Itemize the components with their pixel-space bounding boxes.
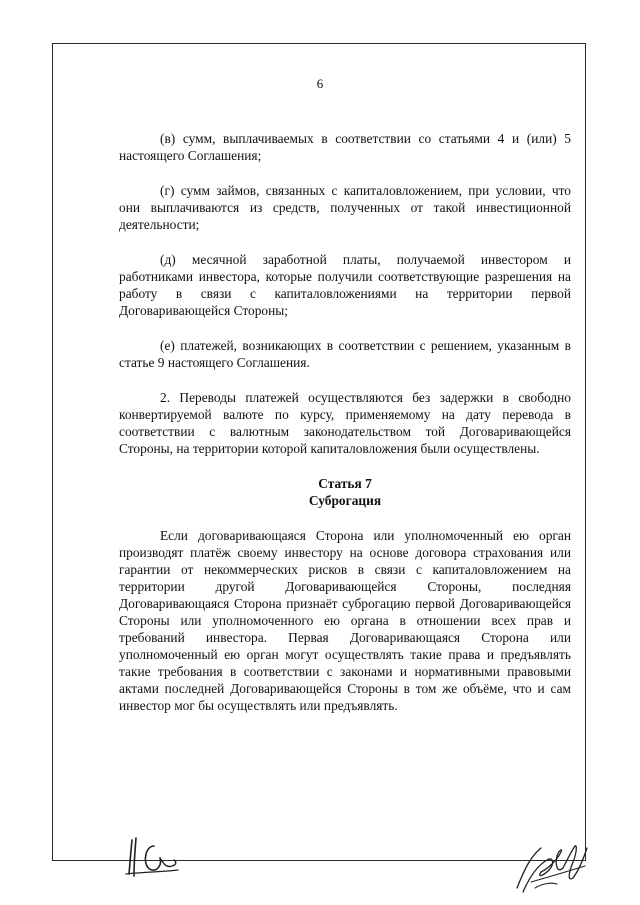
paragraph-item-v: (в) сумм, выплачиваемых в соответствии со статьями 4 и (или) 5 настоящего Соглашения; <box>119 131 571 163</box>
paragraph-subrogation: Если договаривающаяся Сторона или уполномоченный ею орган производят платёж своему инвестору на основе договора страхования или гарантии от некоммерческих рисков в связи с капиталовложением на территории другой Договаривающейся Стороны, последняя Договаривающаяся Сторона признаёт суброгацию первой Договаривающейся Стороны или уполномоченного ею органа в отношении всех прав и требований инвестора. Первая Договаривающаяся Сторона или уполномоченный ею орган могут осуществлять такие права и предъявлять такие требования в соответствии с законами и нормативными правовыми актами последней Договаривающейся Стороны в том же объёме, что и сам инвестор мог бы осуществлять или предъявлять. <box>119 528 571 713</box>
page-number: 6 <box>316 76 324 91</box>
article-heading <box>119 475 571 509</box>
paragraph-transfers: 2. Переводы платежей осуществляются без задержки в свободно конвертируемой валюте по курсу, применяемому на дату перевода в соответствии с валютным законодательством той Договаривающейся Стороны, на территории которой капиталовложения были осуществлены. <box>119 390 571 456</box>
paragraph-item-g: (г) сумм займов, связанных с капиталовложением, при условии, что они выплачиваются из средств, полученных от такой инвестиционной деятельности; <box>119 183 571 232</box>
article-number: Статья 7 <box>318 476 372 491</box>
document-body <box>119 130 571 714</box>
signature-icon <box>511 838 593 898</box>
initials-signature-icon <box>122 834 180 880</box>
paragraph-item-e: (е) платежей, возникающих в соответствии с решением, указанным в статье 9 настоящего Соглашения. <box>119 338 571 370</box>
paragraph-item-d: (д) месячной заработной платы, получаемой инвестором и работниками инвестора, которые получили соответствующие разрешения на работу в связи с капиталовложениями на территории первой Договаривающейся Стороны; <box>119 252 571 318</box>
article-title: Суброгация <box>308 493 382 508</box>
